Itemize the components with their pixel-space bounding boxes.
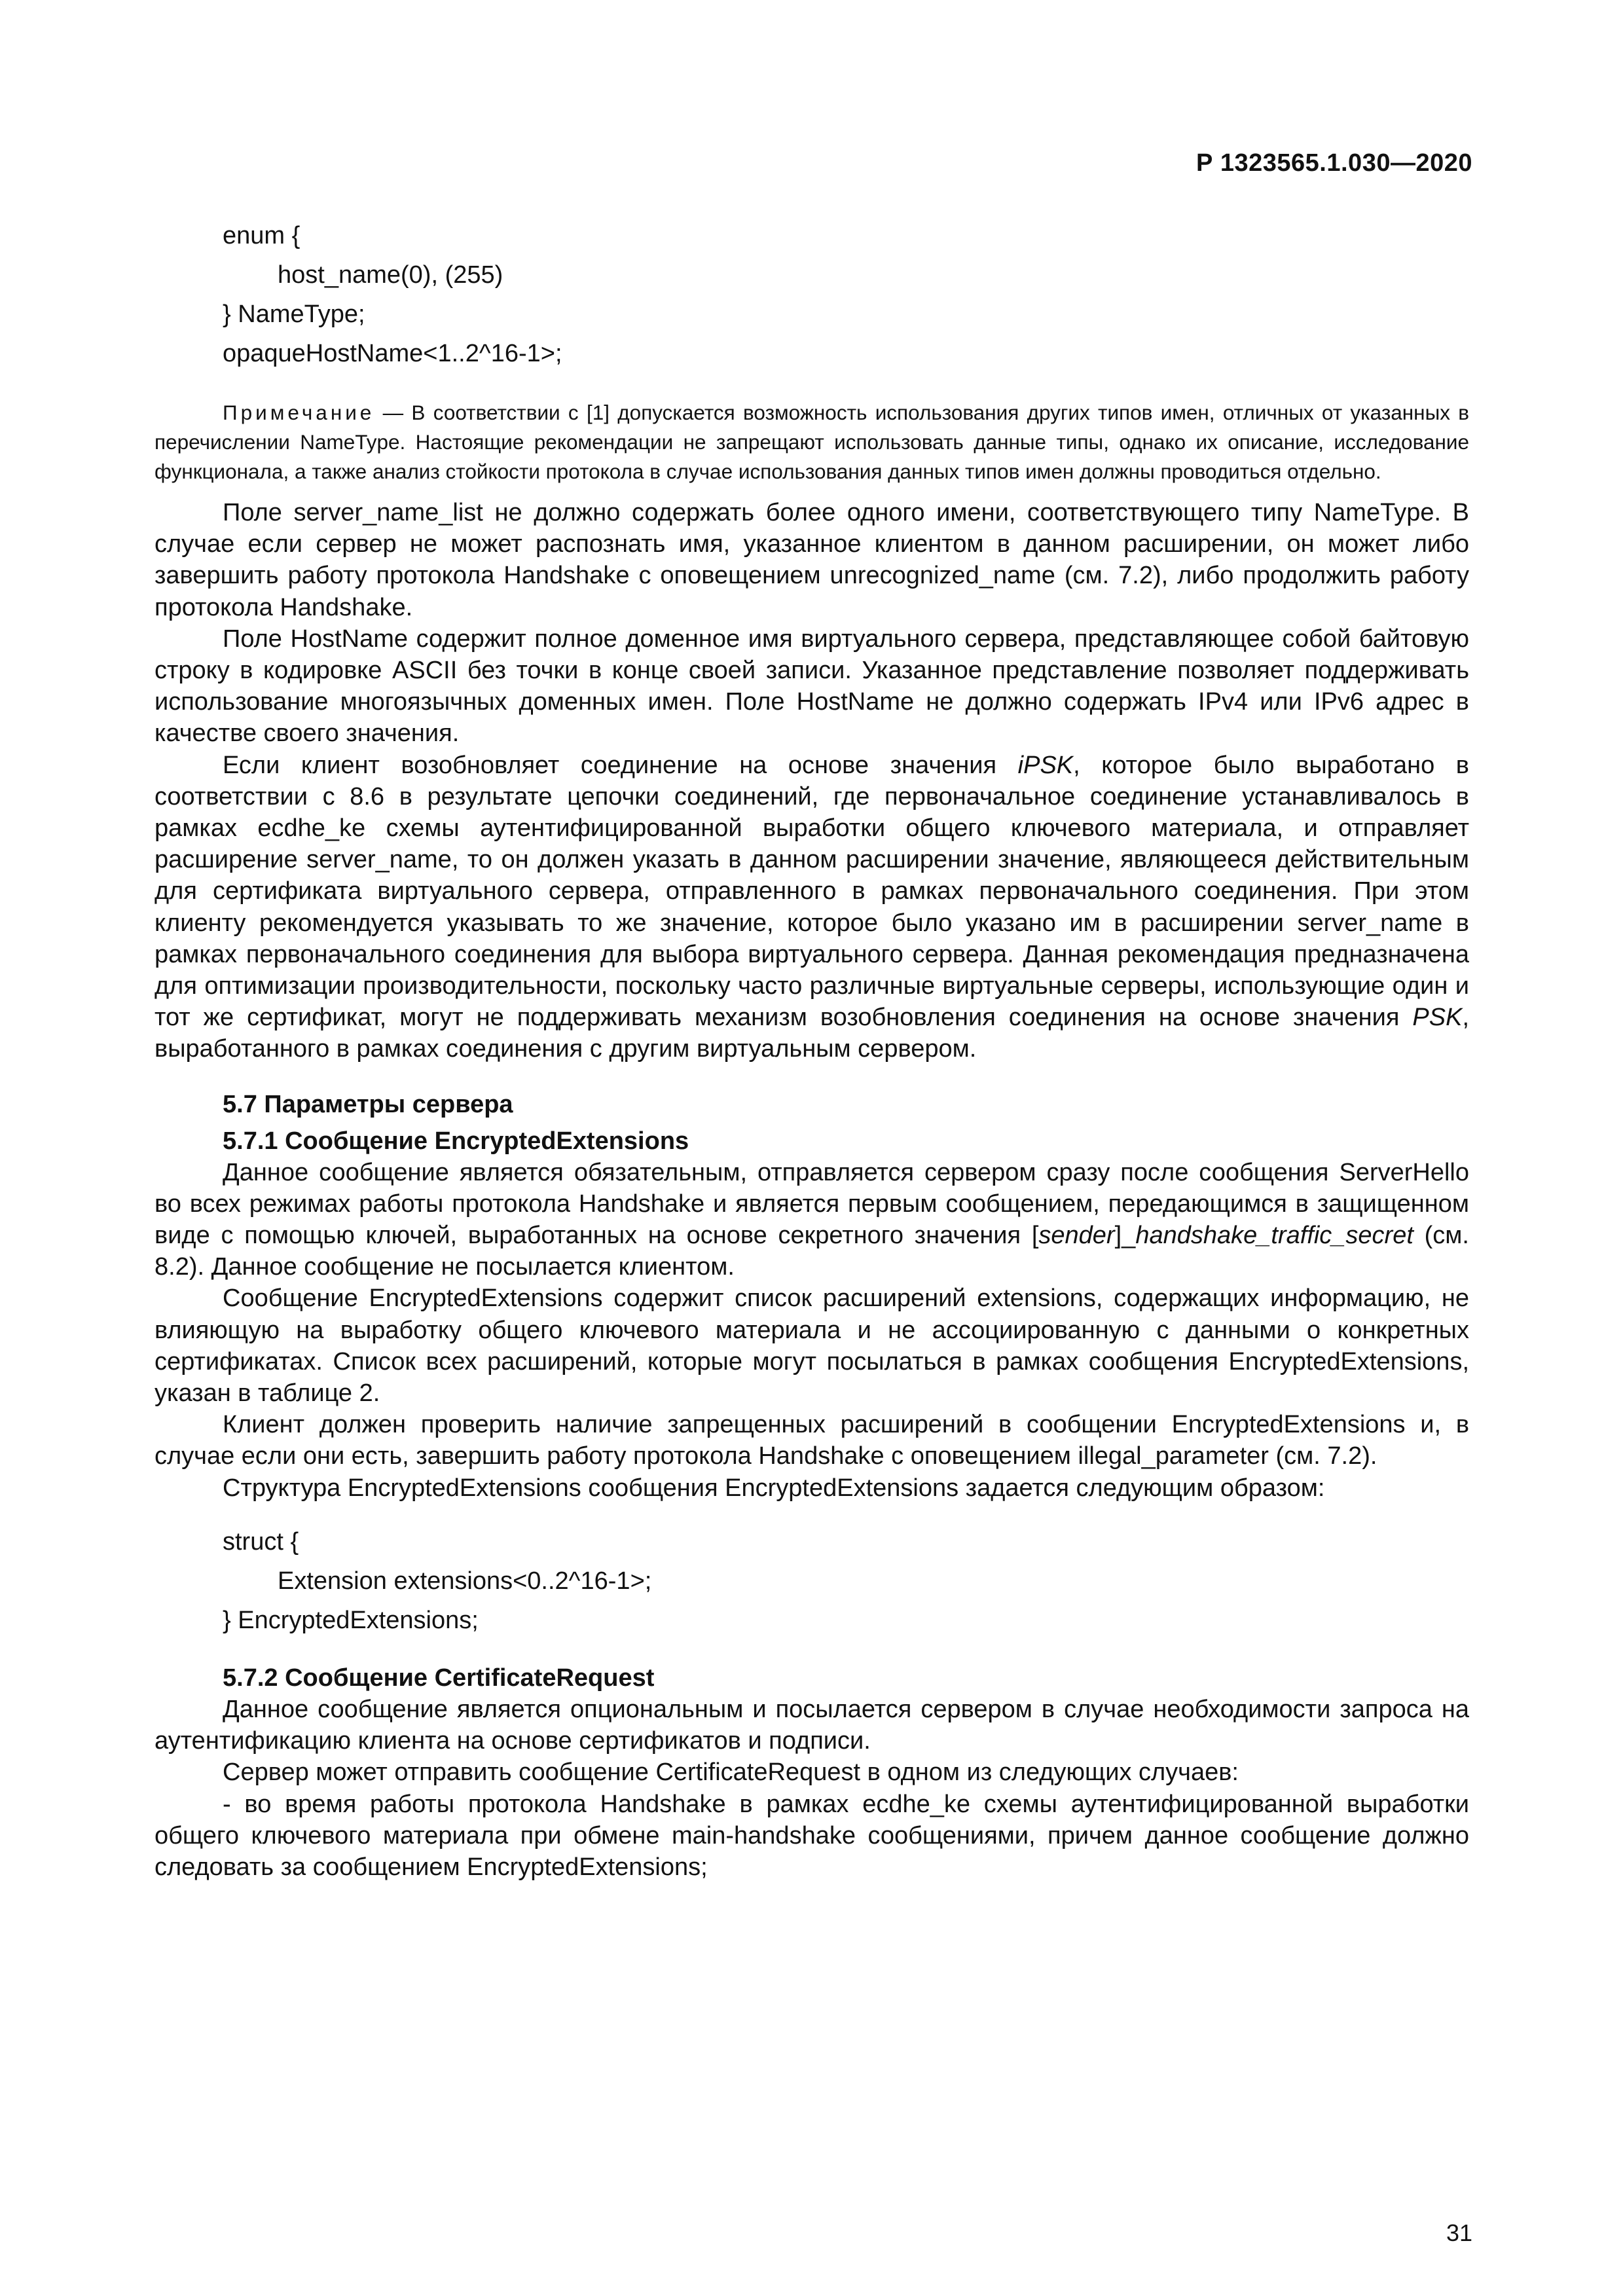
italic-term: handshake_traffic_secret	[1135, 1222, 1413, 1250]
code-line: struct {	[223, 1527, 299, 1556]
paragraph-encrypted-extensions-content: Сообщение EncryptedExtensions содержит список расширений extensions, содержащих информацию, не влияющую на выработку общего ключевого материала и не ассоциированную с данными о конкретных сертификатах. Список всех расширений, которые могут посылаться в рамках сообщения EncryptedExtensions, указан в таблице 2.	[155, 1285, 1469, 1408]
paragraph-ipsk-resumption	[155, 750, 1469, 1065]
italic-term: sender	[1038, 1222, 1115, 1250]
text-run: Данное сообщение является обязательным, отправляется сервером сразу после сообщения ServerHello во всех режимах работы протокола Handshake и является первым сообщением, передающимся в защищенном виде с помощью ключей, выработанных на основе секретного значения [	[155, 1158, 1469, 1250]
code-line: Extension extensions<0..2^16-1>;	[278, 1567, 652, 1595]
page-number: 31	[1446, 2219, 1472, 2246]
text-run: Если клиент возобновляет соединение на основе значения	[223, 751, 1018, 779]
text-run: (см. 8.2). Данное сообщение не посылается клиентом.	[155, 1222, 1469, 1281]
paragraph-certificate-request-intro: Данное сообщение является опциональным и посылается сервером в случае необходимости запроса на аутентификацию клиента на основе сертификатов и подписи.	[155, 1695, 1469, 1755]
paragraph-server-name-list: Поле server_name_list не должно содержать более одного имени, соответствующего типу NameType. В случае если сервер не может распознать имя, указанное клиентом в данном расширении, он может либо завершить работу протокола Handshake с оповещением unrecognized_name (см. 7.2), либо продолжить работу протокола Handshake.	[155, 499, 1469, 621]
paragraph-hostname: Поле HostName содержит полное доменное имя виртуального сервера, представляющее собой байтовую строку в кодировке ASCII без точки в конце своей записи. Указанное представление позволяет поддерживать использование многоязычных доменных имен. Поле HostName не должно содержать IPv4 или IPv6 адрес в качестве своего значения.	[155, 625, 1469, 748]
section-heading-5-7-1: 5.7.1 Сообщение EncryptedExtensions	[223, 1127, 689, 1155]
encrypted-extensions-struct-code	[223, 1522, 1469, 1640]
text-run: , которое было выработано в соответствии с 8.6 в результате цепочки соединений, где первоначальное соединение устанавливалось в рамках ecdhe_ke схемы аутентифицированной выработки общего ключевого материала, и отправляет расширение server_name, то он должен указать в данном расширении значение, являющееся действительным для сертификата виртуального сервера, отправленного в рамках первоначального соединения. При этом клиенту рекомендуется указывать то же значение, которое было указано им в расширении server_name в рамках первоначального соединения для выбора виртуального сервера. Данная рекомендация предназначена для оптимизации производительности, поскольку часто различные виртуальные серверы, использующие один и тот же сертификат, могут не поддерживать механизм возобновления соединения на основе значения	[155, 751, 1469, 1032]
note-block	[155, 398, 1469, 486]
document-code-header: Р 1323565.1.030—2020	[1195, 149, 1472, 177]
note-label: Примечание	[223, 401, 375, 424]
section-heading-5-7: 5.7 Параметры сервера	[223, 1090, 513, 1118]
text-run: ]_	[1114, 1222, 1136, 1250]
code-line: opaqueHostName<1..2^16-1>;	[223, 340, 562, 367]
paragraph-certificate-request-cases: Сервер может отправить сообщение CertificateRequest в одном из следующих случаев:	[223, 1758, 1239, 1787]
italic-term: iPSK	[1017, 751, 1074, 779]
paragraph-encrypted-extensions-intro	[155, 1157, 1469, 1283]
name-type-enum-code	[223, 216, 1469, 373]
code-line: enum {	[223, 222, 301, 249]
code-line: } EncryptedExtensions;	[223, 1606, 479, 1634]
note-text: — В соответствии с [1] допускается возможность использования других типов имен, отличных от указанных в перечислении NameType. Настоящие рекомендации не запрещают использовать данные типы, однако их описание, исследование функционала, а также анализ стойкости протокола в случае использования данных типов имен должны проводиться отдельно.	[155, 401, 1469, 483]
page-content	[155, 216, 1469, 1883]
paragraph-encrypted-extensions-structure: Структура EncryptedExtensions сообщения EncryptedExtensions задается следующим образом:	[223, 1474, 1325, 1502]
code-line: host_name(0), (255)	[278, 261, 503, 289]
text-run: , выработанного в рамках соединения с другим виртуальным сервером.	[155, 1004, 1469, 1063]
section-heading-5-7-2: 5.7.2 Сообщение CertificateRequest	[223, 1664, 655, 1692]
italic-term: PSK	[1412, 1004, 1463, 1032]
paragraph-encrypted-extensions-check: Клиент должен проверить наличие запрещенных расширений в сообщении EncryptedExtensions и, в случае если они есть, завершить работу протокола Handshake с оповещением illegal_parameter (см. 7.2).	[155, 1411, 1469, 1470]
code-line: } NameType;	[223, 301, 365, 328]
list-item-certificate-request-case: - во время работы протокола Handshake в рамках ecdhe_ke схемы аутентифицированной выработки общего ключевого материала при обмене main-handshake сообщениями, причем данное сообщение должно следовать за сообщением EncryptedExtensions;	[155, 1790, 1469, 1881]
